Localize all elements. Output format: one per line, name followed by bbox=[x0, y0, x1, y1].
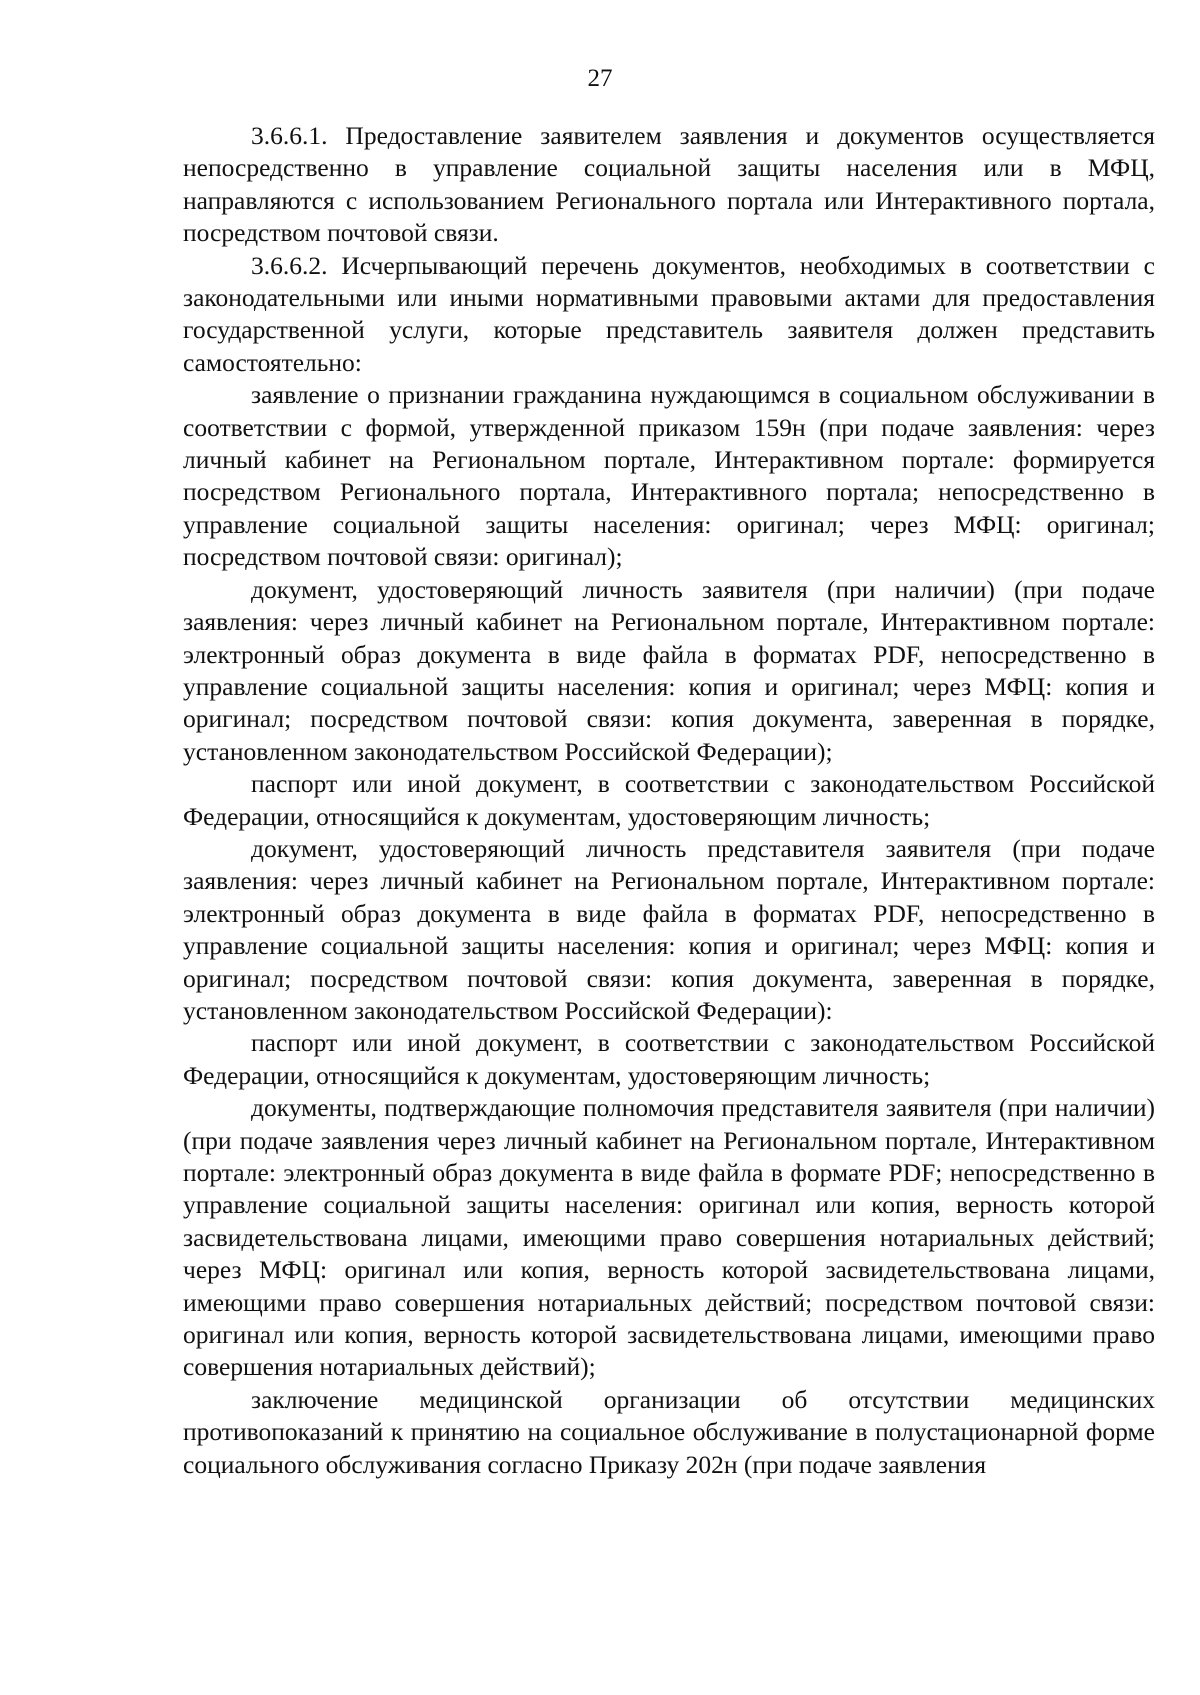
paragraph-applicant-id-document: документ, удостоверяющий личность заявителя (при наличии) (при подаче заявления: через личный кабинет на Региональном портале, Интерактивном портале: электронный образ документа в виде файла в форматах PDF, непосредственно в управление социальной защиты населения: копия и оригинал; через МФЦ: копия и оригинал; посредством почтовой связи: копия документа, заверенная в порядке, установленном законодательством Российской Федерации); bbox=[183, 574, 1155, 766]
paragraph-3-6-6-2: 3.6.6.2. Исчерпывающий перечень документов, необходимых в соответствии с законодательными или иными нормативными правовыми актами для предоставления государственной услуги, которые представитель заявителя должен представить самостоятельно: bbox=[183, 250, 1155, 377]
paragraph-passport-representative: паспорт или иной документ, в соответствии с законодательством Российской Федерации, относящийся к документам, удостоверяющим личность; bbox=[183, 1028, 1155, 1090]
paragraph-3-6-6-1: 3.6.6.1. Предоставление заявителем заявления и документов осуществляется непосредственно в управление социальной защиты населения или в МФЦ, направляются с использованием Регионального портала или Интерактивного портала, посредством почтовой связи. bbox=[183, 121, 1155, 248]
paragraph-application-form: заявление о признании гражданина нуждающимся в социальном обслуживании в соответствии с формой, утвержденной приказом 159н (при подаче заявления: через личный кабинет на Региональном портале, Интерактивном портале: формируется посредством Регионального портала, Интерактивного портала; непосредственно в управление социальной защиты населения: оригинал; через МФЦ: оригинал; посредством почтовой связи: оригинал); bbox=[183, 380, 1155, 572]
document-body bbox=[183, 120, 1155, 1481]
paragraph-representative-id-document: документ, удостоверяющий личность представителя заявителя (при подаче заявления: через личный кабинет на Региональном портале, Интерактивном портале: электронный образ документа в виде файла в форматах PDF, непосредственно в управление социальной защиты населения: копия и оригинал; через МФЦ: копия и оригинал; посредством почтовой связи: копия документа, заверенная в порядке, установленном законодательством Российской Федерации): bbox=[183, 833, 1155, 1025]
paragraph-medical-conclusion: заключение медицинской организации об отсутствии медицинских противопоказаний к принятию на социальное обслуживание в полустационарной форме социального обслуживания согласно Приказу 202н (при подаче заявления bbox=[183, 1384, 1155, 1479]
paragraph-passport: паспорт или иной документ, в соответствии с законодательством Российской Федерации, относящийся к документам, удостоверяющим личность; bbox=[183, 769, 1155, 831]
paragraph-representative-authority: документы, подтверждающие полномочия представителя заявителя (при наличии) (при подаче заявления через личный кабинет на Региональном портале, Интерактивном портале: электронный образ документа в виде файла в формате PDF; непосредственно в управление социальной защиты населения: оригинал или копия, верность которой засвидетельствована лицами, имеющими право совершения нотариальных действий; через МФЦ: оригинал или копия, верность которой засвидетельствована лицами, имеющими право совершения нотариальных действий; посредством почтовой связи: оригинал или копия, верность которой засвидетельствована лицами, имеющими право совершения нотариальных действий); bbox=[183, 1093, 1155, 1382]
page-number: 27 bbox=[587, 65, 613, 92]
